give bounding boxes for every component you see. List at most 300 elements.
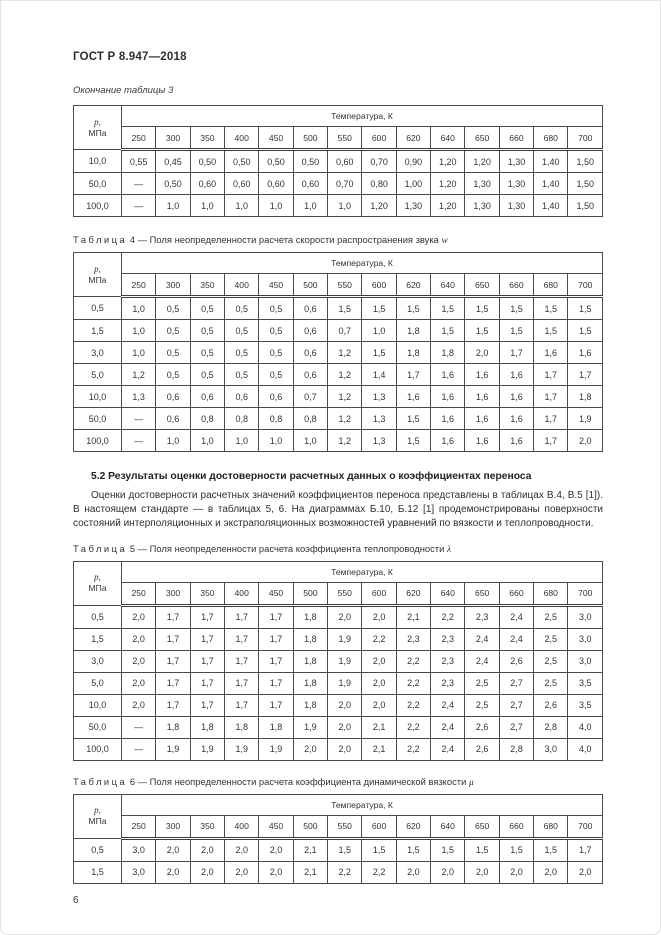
- pressure-cell: 3,0: [74, 342, 122, 364]
- value-cell: 0,5: [190, 364, 224, 386]
- value-cell: 0,60: [225, 173, 259, 195]
- value-cell: 1,30: [499, 173, 533, 195]
- value-cell: 2,0: [259, 838, 293, 861]
- value-cell: 1,9: [328, 650, 362, 672]
- value-cell: 2,2: [396, 738, 430, 760]
- value-cell: 2,6: [499, 650, 533, 672]
- value-cell: 1,5: [534, 297, 568, 320]
- table-row: [74, 650, 603, 672]
- value-cell: 2,0: [396, 861, 430, 883]
- value-cell: 1,7: [499, 342, 533, 364]
- temp-col-header: 650: [465, 815, 499, 838]
- value-cell: 1,30: [465, 173, 499, 195]
- value-cell: 0,5: [225, 297, 259, 320]
- value-cell: 1,5: [499, 838, 533, 861]
- value-cell: 1,5: [534, 838, 568, 861]
- value-cell: 0,6: [259, 386, 293, 408]
- caption-label: Таблица: [73, 775, 128, 787]
- caption-text: — Поля неопределенности расчета коэффициента динамической вязкости: [137, 775, 467, 787]
- value-cell: 1,7: [259, 694, 293, 716]
- value-cell: 1,20: [362, 195, 396, 217]
- document-page: [1, 1, 660, 906]
- value-cell: 0,5: [190, 297, 224, 320]
- value-cell: 0,5: [259, 320, 293, 342]
- value-cell: 1,0: [225, 430, 259, 452]
- temp-col-header: 700: [568, 127, 603, 150]
- caption-text: — Поля неопределенности расчета скорости распространения звука: [137, 234, 439, 245]
- value-cell: 1,20: [431, 150, 465, 173]
- body-paragraph: Оценки достоверности расчетных значений коэффициентов переноса представлены в таблицах В.4, В.5 [1]). В настоящем стандарте — в таблицах 5, 6. На диаграммах Б.10, Б.12 [1] продемонстрированы поверхности состояний интерполяционных и экстраполяционных возможностей уравнений по вязкости и теплопроводности.: [73, 490, 603, 530]
- temp-col-header: 700: [568, 274, 603, 297]
- temp-col-header: 660: [499, 274, 533, 297]
- temperature-header: Температура, К: [122, 561, 603, 582]
- value-cell: 3,0: [568, 650, 603, 672]
- temp-col-header: 350: [190, 127, 224, 150]
- value-cell: 1,7: [156, 650, 190, 672]
- value-cell: 2,2: [362, 861, 396, 883]
- value-cell: 1,6: [499, 430, 533, 452]
- value-cell: 1,9: [225, 738, 259, 760]
- pressure-cell: 1,5: [74, 861, 122, 883]
- value-cell: 3,5: [568, 672, 603, 694]
- value-cell: 2,0: [362, 605, 396, 628]
- value-cell: 1,7: [396, 364, 430, 386]
- temp-col-header: 250: [122, 582, 156, 605]
- value-cell: 1,5: [362, 342, 396, 364]
- value-cell: 1,6: [431, 364, 465, 386]
- value-cell: 1,0: [259, 430, 293, 452]
- temp-col-header: 660: [499, 815, 533, 838]
- value-cell: 1,7: [190, 672, 224, 694]
- value-cell: 2,0: [465, 861, 499, 883]
- value-cell: 2,1: [362, 716, 396, 738]
- value-cell: 1,8: [293, 672, 327, 694]
- temp-col-header: 650: [465, 274, 499, 297]
- value-cell: 1,0: [190, 195, 224, 217]
- value-cell: 3,0: [534, 738, 568, 760]
- value-cell: 4,0: [568, 716, 603, 738]
- value-cell: 1,8: [259, 716, 293, 738]
- value-cell: 1,7: [156, 694, 190, 716]
- value-cell: 2,2: [396, 672, 430, 694]
- table-row: [74, 694, 603, 716]
- temp-col-header: 680: [534, 127, 568, 150]
- temp-col-header: 620: [396, 815, 430, 838]
- table-row: [74, 386, 603, 408]
- value-cell: 1,7: [534, 386, 568, 408]
- value-cell: 1,8: [293, 605, 327, 628]
- value-cell: 2,1: [362, 738, 396, 760]
- value-cell: 2,0: [156, 861, 190, 883]
- temp-col-header: 250: [122, 815, 156, 838]
- value-cell: 2,2: [328, 861, 362, 883]
- value-cell: 2,2: [362, 628, 396, 650]
- value-cell: 2,3: [431, 650, 465, 672]
- temp-col-header: 700: [568, 582, 603, 605]
- value-cell: 0,5: [225, 342, 259, 364]
- caption-number: 4: [129, 234, 136, 245]
- value-cell: 0,5: [259, 364, 293, 386]
- value-cell: 0,6: [293, 320, 327, 342]
- table-row: [74, 342, 603, 364]
- value-cell: 0,6: [293, 364, 327, 386]
- table-row: [74, 364, 603, 386]
- doc-code: ГОСТ Р 8.947—2018: [73, 51, 187, 63]
- pressure-header: р, МПа: [74, 794, 122, 838]
- value-cell: 1,6: [396, 386, 430, 408]
- value-cell: 0,5: [225, 364, 259, 386]
- value-cell: 0,50: [293, 150, 327, 173]
- value-cell: 3,0: [122, 838, 156, 861]
- temp-col-header: 650: [465, 582, 499, 605]
- value-cell: 1,9: [328, 628, 362, 650]
- value-cell: 0,6: [293, 297, 327, 320]
- pressure-cell: 3,0: [74, 650, 122, 672]
- table-row: [74, 605, 603, 628]
- value-cell: 0,8: [190, 408, 224, 430]
- value-cell: 1,3: [122, 386, 156, 408]
- value-cell: 2,4: [465, 650, 499, 672]
- temp-col-header: 600: [362, 815, 396, 838]
- value-cell: 1,7: [568, 364, 603, 386]
- value-cell: 1,8: [396, 320, 430, 342]
- value-cell: 2,6: [465, 716, 499, 738]
- value-cell: 2,0: [293, 738, 327, 760]
- temp-col-header: 680: [534, 274, 568, 297]
- value-cell: 2,0: [328, 605, 362, 628]
- value-cell: 2,0: [328, 694, 362, 716]
- value-cell: 2,2: [396, 650, 430, 672]
- value-cell: 1,40: [534, 150, 568, 173]
- value-cell: 0,5: [156, 320, 190, 342]
- temp-col-header: 600: [362, 582, 396, 605]
- value-cell: 1,5: [465, 320, 499, 342]
- value-cell: 1,7: [259, 628, 293, 650]
- value-cell: 0,50: [190, 150, 224, 173]
- value-cell: 2,1: [396, 605, 430, 628]
- temp-col-header: 600: [362, 274, 396, 297]
- value-cell: 1,6: [465, 386, 499, 408]
- temperature-header: Температура, К: [122, 794, 603, 815]
- value-cell: 1,50: [568, 173, 603, 195]
- value-cell: 0,70: [362, 150, 396, 173]
- temp-col-header: 640: [431, 274, 465, 297]
- value-cell: 3,0: [122, 861, 156, 883]
- pressure-cell: 1,5: [74, 628, 122, 650]
- caption-number: 5: [129, 542, 136, 554]
- value-cell: 2,0: [122, 605, 156, 628]
- value-cell: 1,9: [259, 738, 293, 760]
- value-cell: 1,7: [225, 605, 259, 628]
- section-heading: 5.2 Результаты оценки достоверности расчетных данных о коэффициентах переноса: [91, 471, 532, 482]
- value-cell: 1,8: [396, 342, 430, 364]
- table-row: [74, 430, 603, 452]
- value-cell: 0,6: [190, 386, 224, 408]
- value-cell: 0,5: [156, 364, 190, 386]
- value-cell: 2,0: [190, 861, 224, 883]
- value-cell: 1,5: [328, 838, 362, 861]
- value-cell: 1,6: [465, 430, 499, 452]
- value-cell: 0,5: [190, 342, 224, 364]
- value-cell: 2,0: [328, 716, 362, 738]
- value-cell: 1,5: [499, 297, 533, 320]
- value-cell: 2,0: [465, 342, 499, 364]
- temp-col-header: 500: [293, 127, 327, 150]
- value-cell: 3,0: [568, 628, 603, 650]
- value-cell: 1,30: [499, 195, 533, 217]
- value-cell: 1,8: [225, 716, 259, 738]
- value-cell: 1,5: [465, 297, 499, 320]
- value-cell: 2,5: [534, 605, 568, 628]
- value-cell: 2,0: [122, 672, 156, 694]
- value-cell: 1,5: [568, 297, 603, 320]
- value-cell: 1,9: [328, 672, 362, 694]
- value-cell: 1,6: [499, 386, 533, 408]
- value-cell: 3,5: [568, 694, 603, 716]
- pressure-cell: 10,0: [74, 694, 122, 716]
- pressure-cell: 1,5: [74, 320, 122, 342]
- caption-label: Таблица: [73, 542, 128, 554]
- value-cell: 1,20: [431, 173, 465, 195]
- value-cell: 0,5: [259, 342, 293, 364]
- value-cell: 1,5: [362, 297, 396, 320]
- temp-col-header: 550: [328, 127, 362, 150]
- value-cell: 0,45: [156, 150, 190, 173]
- value-cell: 2,3: [431, 672, 465, 694]
- value-cell: 1,40: [534, 195, 568, 217]
- value-cell: 1,8: [293, 650, 327, 672]
- table-row: [74, 861, 603, 883]
- table-row: [74, 173, 603, 195]
- pressure-cell: 10,0: [74, 386, 122, 408]
- temperature-header: Температура, К: [122, 106, 603, 127]
- temp-col-header: 350: [190, 815, 224, 838]
- value-cell: 3,0: [568, 605, 603, 628]
- pressure-header: р, МПа: [74, 561, 122, 605]
- value-cell: 1,5: [431, 838, 465, 861]
- table-row: [74, 738, 603, 760]
- value-cell: 1,8: [293, 694, 327, 716]
- temp-col-header: 300: [156, 582, 190, 605]
- temp-col-header: 450: [259, 127, 293, 150]
- pressure-header: р, МПа: [74, 106, 122, 150]
- table-row: [74, 195, 603, 217]
- value-cell: 1,7: [190, 694, 224, 716]
- table-row: [74, 672, 603, 694]
- value-cell: 1,7: [225, 650, 259, 672]
- value-cell: 1,3: [362, 408, 396, 430]
- temp-col-header: 300: [156, 274, 190, 297]
- value-cell: 2,0: [568, 430, 603, 452]
- value-cell: 1,7: [156, 605, 190, 628]
- pressure-cell: 50,0: [74, 173, 122, 195]
- value-cell: 1,8: [190, 716, 224, 738]
- value-cell: 2,0: [431, 861, 465, 883]
- value-cell: 2,0: [122, 628, 156, 650]
- temp-col-header: 620: [396, 582, 430, 605]
- table6: [73, 794, 603, 884]
- value-cell: 1,7: [225, 672, 259, 694]
- value-cell: 0,7: [293, 386, 327, 408]
- value-cell: 1,0: [122, 297, 156, 320]
- value-cell: 1,7: [156, 672, 190, 694]
- value-cell: 2,0: [225, 861, 259, 883]
- value-cell: 1,30: [465, 195, 499, 217]
- value-cell: 2,8: [534, 716, 568, 738]
- value-cell: 1,5: [431, 320, 465, 342]
- value-cell: 1,20: [465, 150, 499, 173]
- temp-col-header: 600: [362, 127, 396, 150]
- value-cell: 1,2: [328, 342, 362, 364]
- table-row: [74, 628, 603, 650]
- temp-col-header: 640: [431, 815, 465, 838]
- value-cell: 1,3: [362, 386, 396, 408]
- temp-col-header: 450: [259, 274, 293, 297]
- caption-number: 6: [129, 775, 136, 787]
- value-cell: 2,0: [362, 650, 396, 672]
- value-cell: 1,5: [328, 297, 362, 320]
- pressure-cell: 0,5: [74, 297, 122, 320]
- temp-col-header: 400: [225, 274, 259, 297]
- value-cell: 1,7: [259, 605, 293, 628]
- value-cell: 1,0: [122, 320, 156, 342]
- value-cell: 1,7: [190, 628, 224, 650]
- value-cell: 1,3: [362, 430, 396, 452]
- value-cell: 0,6: [156, 386, 190, 408]
- value-cell: 2,5: [465, 694, 499, 716]
- value-cell: 2,3: [465, 605, 499, 628]
- value-cell: 0,8: [259, 408, 293, 430]
- value-cell: 1,30: [499, 150, 533, 173]
- temp-col-header: 550: [328, 815, 362, 838]
- value-cell: 1,2: [328, 364, 362, 386]
- value-cell: 0,7: [328, 320, 362, 342]
- value-cell: 2,5: [534, 672, 568, 694]
- value-cell: 1,7: [225, 694, 259, 716]
- value-cell: 2,4: [499, 605, 533, 628]
- temp-col-header: 620: [396, 127, 430, 150]
- value-cell: 0,50: [156, 173, 190, 195]
- pressure-cell: 50,0: [74, 716, 122, 738]
- value-cell: 1,5: [568, 320, 603, 342]
- temp-col-header: 450: [259, 815, 293, 838]
- temp-col-header: 550: [328, 274, 362, 297]
- value-cell: 0,8: [225, 408, 259, 430]
- value-cell: 2,1: [293, 838, 327, 861]
- value-cell: 1,0: [190, 430, 224, 452]
- table5: [73, 561, 603, 761]
- value-cell: 2,2: [396, 716, 430, 738]
- value-cell: 1,20: [431, 195, 465, 217]
- value-cell: —: [122, 173, 156, 195]
- value-cell: 2,7: [499, 672, 533, 694]
- value-cell: 1,5: [431, 297, 465, 320]
- value-cell: 1,0: [156, 430, 190, 452]
- value-cell: 0,5: [225, 320, 259, 342]
- value-cell: 1,8: [431, 342, 465, 364]
- value-cell: 1,2: [122, 364, 156, 386]
- value-cell: 1,9: [568, 408, 603, 430]
- table-row: [74, 838, 603, 861]
- table-row: [74, 716, 603, 738]
- pressure-cell: 5,0: [74, 672, 122, 694]
- temp-col-header: 500: [293, 274, 327, 297]
- value-cell: 1,7: [568, 838, 603, 861]
- value-cell: 1,5: [465, 838, 499, 861]
- value-cell: 2,4: [431, 738, 465, 760]
- value-cell: 2,4: [499, 628, 533, 650]
- temp-col-header: 660: [499, 127, 533, 150]
- value-cell: 1,50: [568, 195, 603, 217]
- temp-col-header: 500: [293, 582, 327, 605]
- value-cell: 2,0: [259, 861, 293, 883]
- value-cell: 0,5: [156, 297, 190, 320]
- value-cell: 1,5: [362, 838, 396, 861]
- value-cell: 0,6: [225, 386, 259, 408]
- value-cell: 2,0: [122, 650, 156, 672]
- pressure-cell: 5,0: [74, 364, 122, 386]
- temp-col-header: 300: [156, 127, 190, 150]
- value-cell: 0,6: [293, 342, 327, 364]
- value-cell: 1,0: [259, 195, 293, 217]
- temp-col-header: 450: [259, 582, 293, 605]
- value-cell: 2,5: [534, 650, 568, 672]
- value-cell: —: [122, 195, 156, 217]
- value-cell: 0,8: [293, 408, 327, 430]
- value-cell: 1,6: [431, 408, 465, 430]
- value-cell: 1,5: [499, 320, 533, 342]
- value-cell: 2,0: [362, 694, 396, 716]
- value-cell: 0,90: [396, 150, 430, 173]
- value-cell: 1,2: [328, 408, 362, 430]
- table4: [73, 252, 603, 452]
- value-cell: 2,5: [465, 672, 499, 694]
- table-row: [74, 297, 603, 320]
- value-cell: 2,2: [431, 605, 465, 628]
- pressure-cell: 100,0: [74, 195, 122, 217]
- value-cell: 2,8: [499, 738, 533, 760]
- value-cell: 2,4: [431, 694, 465, 716]
- value-cell: 1,7: [190, 650, 224, 672]
- caption-symbol: w: [441, 236, 448, 246]
- value-cell: 0,60: [328, 150, 362, 173]
- value-cell: 0,55: [122, 150, 156, 173]
- value-cell: 2,0: [190, 838, 224, 861]
- value-cell: 1,30: [396, 195, 430, 217]
- value-cell: 1,9: [190, 738, 224, 760]
- table3-continuation-note: Окончание таблицы 3: [73, 85, 174, 96]
- value-cell: 1,6: [465, 408, 499, 430]
- caption-label: Таблица: [73, 234, 128, 245]
- value-cell: 1,00: [396, 173, 430, 195]
- value-cell: 1,7: [259, 672, 293, 694]
- value-cell: —: [122, 408, 156, 430]
- temp-col-header: 400: [225, 815, 259, 838]
- value-cell: 2,0: [362, 672, 396, 694]
- value-cell: 2,3: [396, 628, 430, 650]
- page-number: 6: [73, 894, 79, 906]
- value-cell: 2,7: [499, 694, 533, 716]
- table3-continuation: [73, 105, 603, 217]
- pressure-header: р, МПа: [74, 253, 122, 297]
- value-cell: 2,6: [465, 738, 499, 760]
- value-cell: 1,8: [568, 386, 603, 408]
- value-cell: 0,70: [328, 173, 362, 195]
- value-cell: 1,5: [396, 297, 430, 320]
- value-cell: 1,7: [534, 430, 568, 452]
- value-cell: 0,60: [259, 173, 293, 195]
- value-cell: 0,5: [156, 342, 190, 364]
